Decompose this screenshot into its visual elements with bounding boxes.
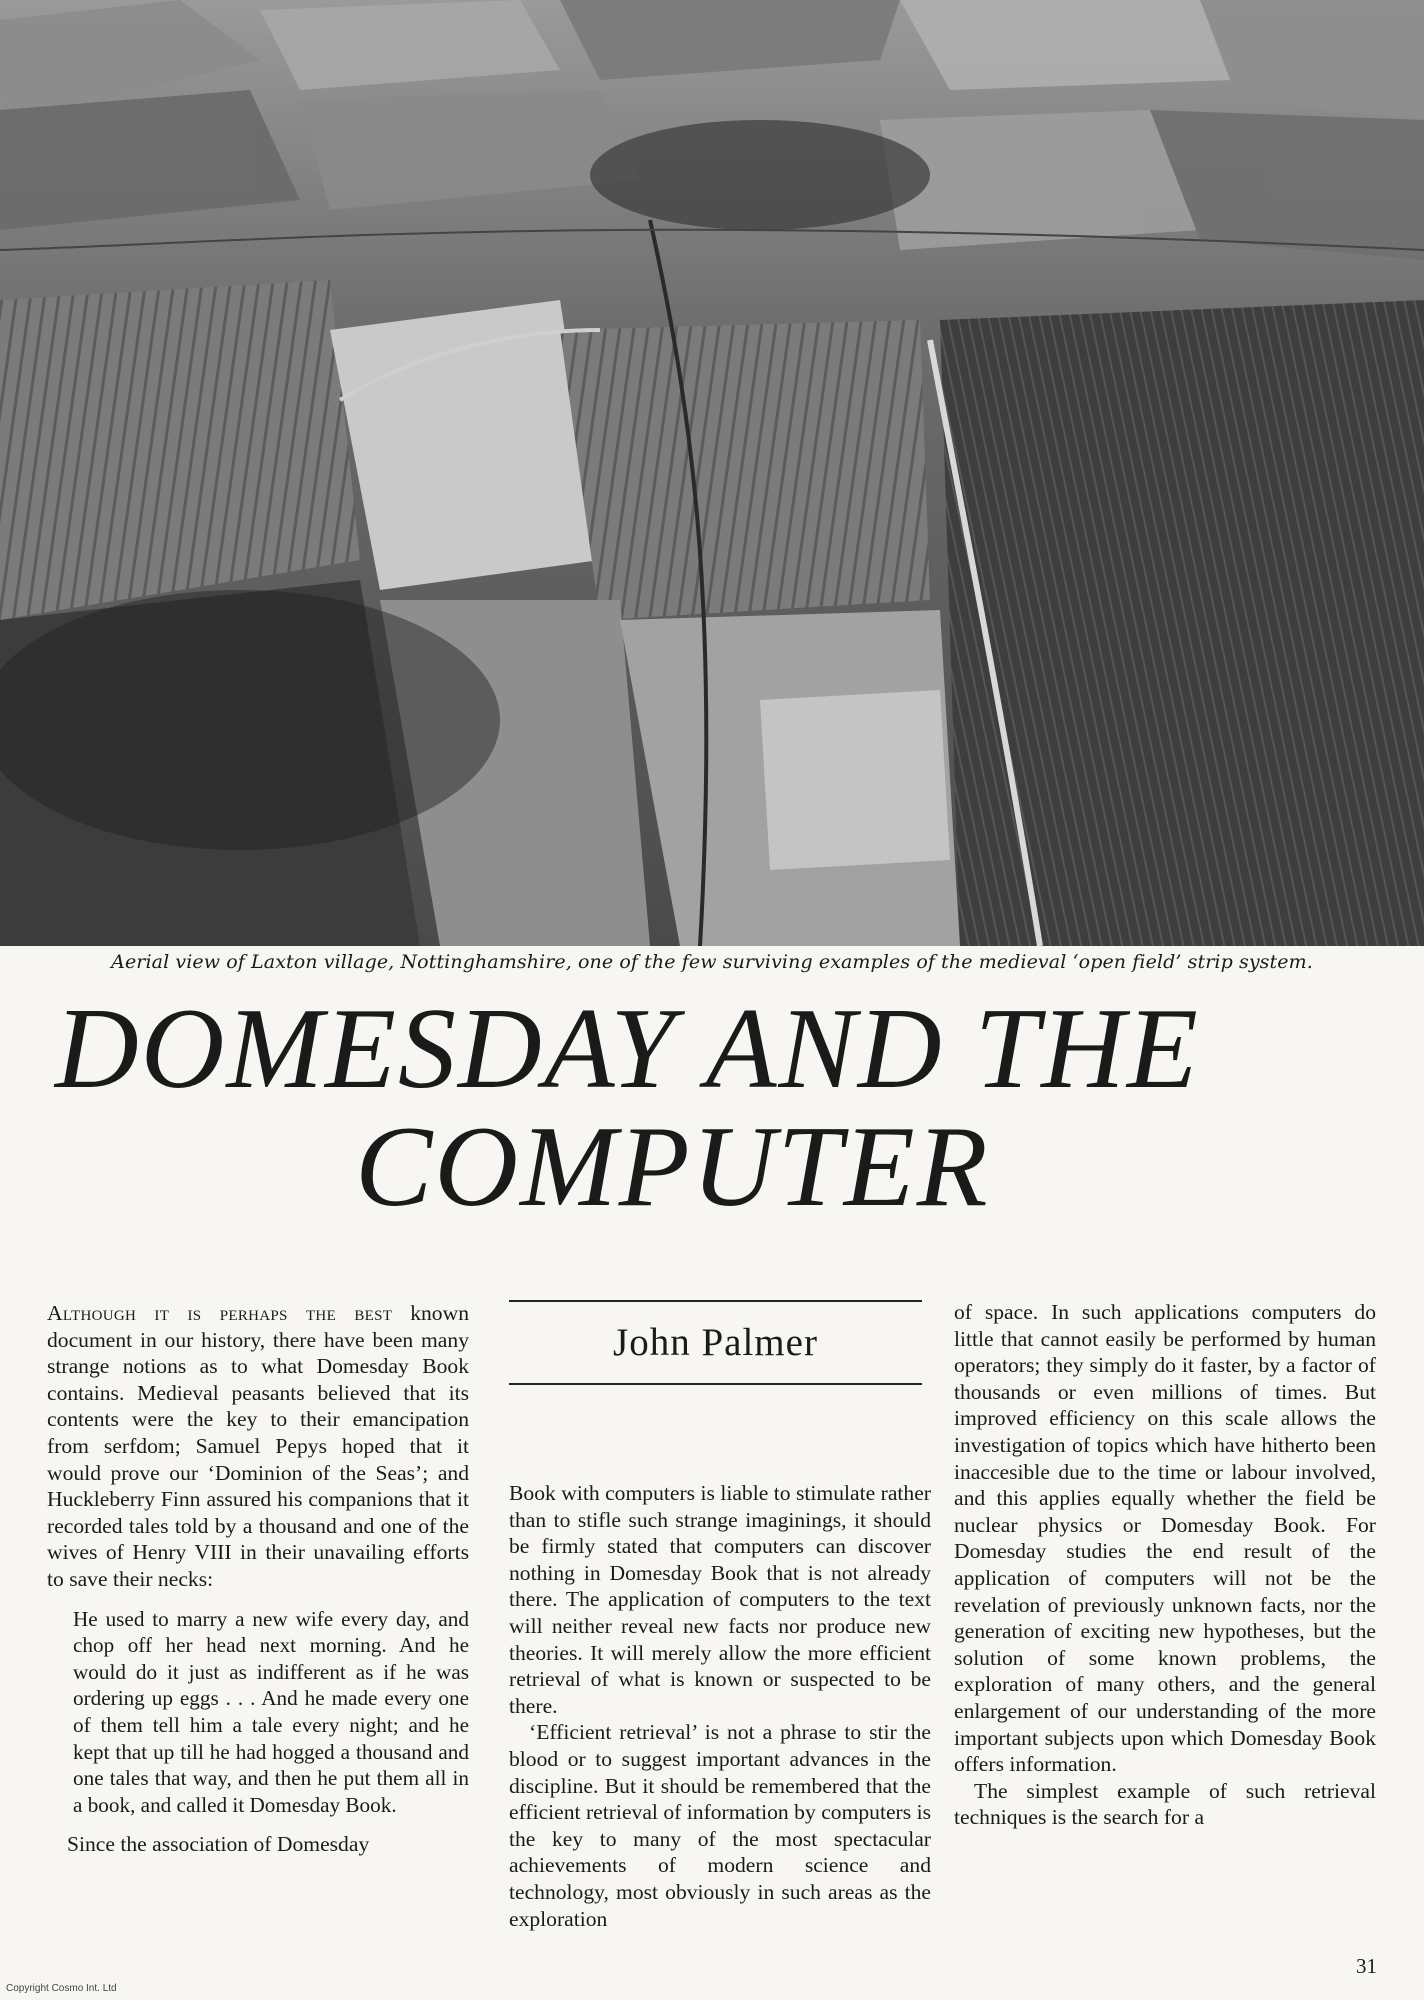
byline: John Palmer [613,1321,818,1364]
paragraph: The simplest example of such retrieval techniques is the search for a [954,1778,1376,1830]
page-number: 31 [1356,1954,1377,1978]
copyright-notice: Copyright Cosmo Int. Ltd [6,1983,117,1994]
paragraph-text: known document in our history, there have been many strange notions as to what Domesday Book contains. Medieval peasants believed that its contents were the key to their emancipation from serfdom; Samuel Pepys hoped that it would prove our ‘Dominion of the Seas’; and Huckleberry Finn assured his companions that it recorded tales told by a thousand and one of the wives of Henry VIII in their unavailing efforts to save their necks: [47,1301,469,1591]
block-quote: He used to marry a new wife every day, and chop off her head next morning. And he would do it just as indifferent as if he was ordering up eggs . . . And he made every one of them tell him a tale every night; and he kept that up till he had hogged a thousand and one tales that way, and then he put them all in a book, and called it Domesday Book. [73,1606,469,1817]
title-line-1: DOMESDAY AND THE [55,985,1200,1113]
photo-caption: Aerial view of Laxton village, Nottinghamshire, one of the few surviving examples of the medieval ‘open field’ strip system. [111,951,1313,973]
aerial-field-photo-icon [0,0,1424,946]
article-title [55,985,1395,1231]
paragraph [47,1300,469,1593]
byline-block [509,1300,922,1385]
paragraph: Book with computers is liable to stimulate rather than to stifle such strange imaginings, it should be firmly stated that computers can discover nothing in Domesday Book that is not already there. The application of computers to the text will neither reveal new facts nor produce new theories. It will merely allow the more efficient retrieval of what is known or suspected to be there. [509,1481,931,1718]
title-line-2: COMPUTER [355,1103,990,1231]
paragraph: ‘Efficient retrieval’ is not a phrase to stir the blood or to suggest important advances in the discipline. But it should be remembered that the efficient retrieval of information by computers is the key to many of the most spectacular achievements of modern science and technology, most obviously in such areas as the exploration [509,1720,931,1931]
lead-in: Although it is perhaps the best [47,1301,393,1325]
column-3 [954,1299,1376,1831]
paragraph: of space. In such applications computers do little that cannot easily be performed by human operators; they simply do it faster, by a factor of thousands or even millions of times. But improved efficiency on this scale allows the investigation of topics which have hitherto been inaccesible due to the time or labour involved, and this applies equally whether the field be nuclear physics or Domesday Book. For Domesday studies the end result of the application of computers will not be the revelation of previously unknown facts, nor the generation of exciting new hypotheses, but the solution of some known problems, the exploration of many others, and the general enlargement of our understanding of the more important subjects upon which Domesday Book offers information. [954,1300,1376,1777]
paragraph: Since the association of Domesday [67,1832,370,1857]
aerial-photo [0,0,1424,946]
divider [509,1383,922,1385]
column-1 [47,1300,469,1858]
column-2 [509,1480,931,1932]
